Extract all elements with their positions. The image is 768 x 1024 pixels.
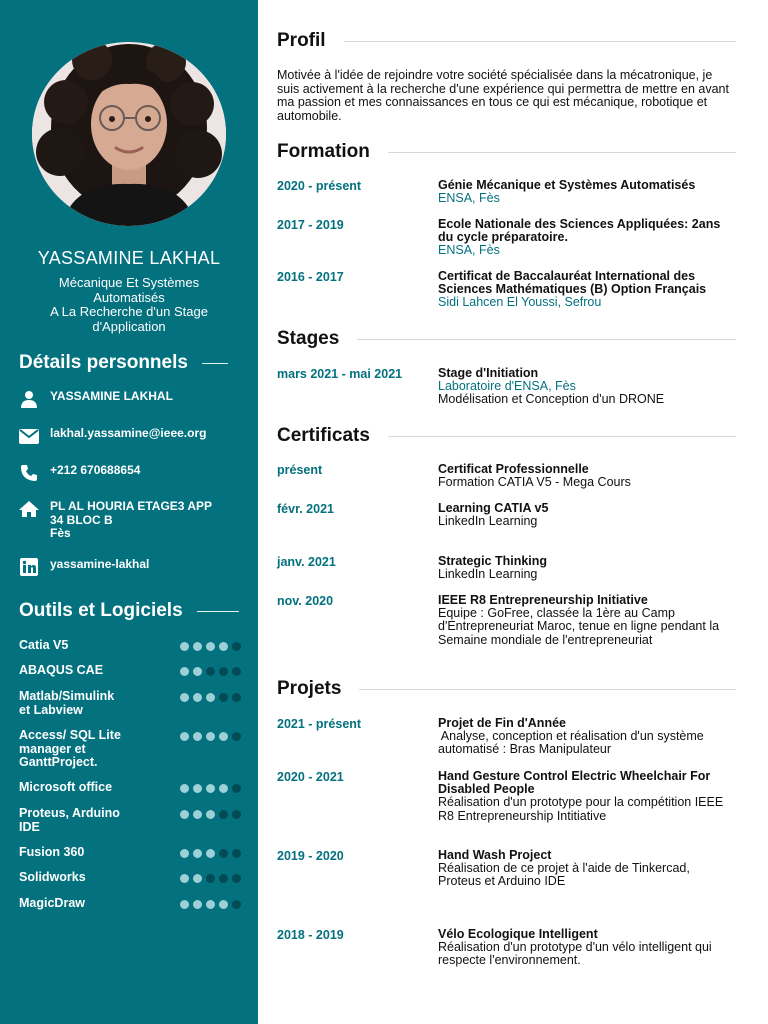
skill-dot-filled [180, 874, 189, 883]
entry-description: LinkedIn Learning [438, 567, 538, 582]
entry-description: Réalisation d'un prototype d'un vélo intelligent qui [438, 940, 712, 955]
skill-dot-empty [219, 667, 228, 676]
skill-dot-filled [206, 784, 215, 793]
detail-line: +212 670688654 [50, 463, 141, 477]
detail-line: 34 BLOC B [50, 512, 113, 527]
skill-row [19, 729, 241, 770]
skill-name-line: Access/ SQL Lite [19, 728, 121, 742]
entry-date: 2019 - 2020 [277, 849, 344, 863]
entry-subtitle: Laboratoire d'ENSA, Fès [438, 379, 576, 394]
skill-dot-empty [232, 642, 241, 651]
skill-dot-empty [232, 874, 241, 883]
formation-heading-text: Formation [277, 141, 370, 162]
entry-date: 2021 - présent [277, 717, 362, 731]
sidebar-name: YASSAMINE LAKHAL [37, 248, 221, 268]
skill-row [19, 846, 241, 860]
skill-dot-empty [206, 874, 215, 883]
entry-description: LinkedIn Learning [438, 514, 538, 529]
skill-dot-filled [180, 810, 189, 819]
entry-title: Hand Wash Project [438, 848, 552, 862]
sidebar [0, 0, 258, 1024]
detail-text[interactable] [50, 427, 206, 441]
profile-photo [32, 42, 226, 226]
user-icon [18, 390, 40, 408]
detail-linkedin [18, 558, 248, 576]
entry-description: Analyse, conception et réalisation d'un système [438, 729, 704, 744]
entry-title: Projet de Fin d'Année [438, 716, 566, 730]
stages-heading [277, 328, 736, 350]
skill-dot-filled [180, 732, 189, 741]
skill-name-line: Fusion 360 [19, 845, 85, 859]
entry-date: mars 2021 - mai 2021 [277, 367, 403, 381]
entry-body [438, 770, 736, 823]
skill-name-line: GanttProject. [19, 755, 98, 769]
skill-name-line: Matlab/Simulink [19, 689, 115, 703]
entry-description: d'Entrepreneuriat Maroc, tenue en ligne pendant la [438, 619, 720, 634]
skill-dot-filled [180, 849, 189, 858]
tagline-line: A La Recherche d'un Stage [50, 304, 208, 319]
skill-dot-empty [232, 810, 241, 819]
skill-row [19, 807, 241, 834]
skill-row [19, 639, 241, 653]
entry-body [438, 502, 736, 528]
entry-description: respecte l'environnement. [438, 953, 581, 968]
skill-dot-filled [206, 900, 215, 909]
skill-dot-filled [193, 667, 202, 676]
profil-text: Motivée à l'idée de rejoindre votre société spécialisée dans la mécatronique, je suis activement à la recherche d'une expérience qui permettra de mettre en avant ma passion et mes connaissances en tous ce qui est mécanique, robotique et automobile. [277, 68, 729, 123]
skill-name [19, 846, 149, 860]
skill-name [19, 690, 149, 717]
projets-heading-text: Projets [277, 678, 342, 699]
email-icon [18, 427, 40, 445]
skill-dot-filled [206, 732, 215, 741]
entry-body [438, 594, 736, 647]
entry-date: 2017 - 2019 [277, 218, 344, 232]
skill-dot-empty [219, 849, 228, 858]
detail-line: PL AL HOURIA ETAGE3 APP [50, 499, 213, 513]
entry-subtitle: ENSA, Fès [438, 243, 500, 258]
certificats-heading-text: Certificats [277, 425, 370, 446]
entry-title: Learning CATIA v5 [438, 501, 549, 515]
skill-name [19, 729, 149, 770]
skill-level [180, 693, 241, 702]
entry-body [438, 555, 736, 581]
skill-row [19, 690, 241, 717]
detail-name [18, 390, 248, 408]
detail-line: Fès [50, 526, 71, 540]
skill-dot-filled [219, 900, 228, 909]
detail-phone [18, 464, 248, 482]
heading-rule [357, 339, 736, 340]
skill-name-line: et Labview [19, 702, 83, 717]
skill-dot-filled [193, 784, 202, 793]
detail-text[interactable] [50, 558, 149, 572]
entry-date: 2016 - 2017 [277, 270, 344, 284]
entry-date: présent [277, 463, 323, 477]
profil-heading-text: Profil [277, 30, 326, 51]
entry-body [438, 463, 736, 489]
entry-title: du cycle préparatoire. [438, 230, 568, 245]
skill-dot-empty [219, 810, 228, 819]
entry-body [438, 179, 736, 205]
linkedin-icon [18, 558, 40, 576]
skill-name-line: Proteus, Arduino [19, 806, 120, 820]
skill-level [180, 900, 241, 909]
skill-name [19, 871, 149, 885]
entry-description: Réalisation de ce projet à l'aide de Tinkercad, [438, 861, 690, 876]
skill-level [180, 732, 241, 741]
skill-dot-empty [232, 732, 241, 741]
detail-line[interactable]: lakhal.yassamine@ieee.org [50, 426, 207, 440]
skill-dot-filled [219, 642, 228, 651]
skill-row [19, 897, 241, 911]
skill-name-line: IDE [19, 819, 40, 834]
profil-heading [277, 30, 736, 52]
portrait-image [32, 42, 226, 226]
entry-description: Formation CATIA V5 - Mega Cours [438, 475, 631, 490]
skill-name-line: Microsoft office [19, 780, 113, 794]
skill-level [180, 784, 241, 793]
skill-dot-filled [219, 732, 228, 741]
skill-dot-filled [180, 900, 189, 909]
entry-date: nov. 2020 [277, 594, 334, 608]
entry-title: IEEE R8 Entrepreneurship Initiative [438, 593, 648, 607]
skill-dot-filled [206, 849, 215, 858]
tools-heading [19, 600, 239, 622]
entry-subtitle: ENSA, Fès [438, 191, 500, 206]
skill-name [19, 807, 149, 834]
formation-heading [277, 141, 736, 163]
skill-dot-empty [232, 784, 241, 793]
skill-dot-filled [193, 732, 202, 741]
skill-dot-filled [193, 874, 202, 883]
entry-body [438, 367, 736, 407]
entry-body [438, 218, 736, 258]
skill-row [19, 781, 241, 795]
heading-rule [202, 363, 228, 364]
detail-text [50, 390, 173, 404]
skill-dot-empty [232, 900, 241, 909]
entry-body [438, 928, 736, 968]
heading-rule [388, 436, 736, 437]
heading-rule [388, 152, 736, 153]
skill-dot-filled [193, 810, 202, 819]
entry-date: févr. 2021 [277, 502, 334, 516]
entry-title: Vélo Ecologique Intelligent [438, 927, 598, 941]
detail-line[interactable]: yassamine-lakhal [50, 557, 150, 571]
entry-date: 2018 - 2019 [277, 928, 344, 942]
skill-dot-filled [180, 784, 189, 793]
skill-name-line: MagicDraw [19, 896, 85, 910]
skill-dot-filled [206, 693, 215, 702]
skill-dot-filled [180, 642, 189, 651]
skill-dot-empty [206, 667, 215, 676]
skill-name-line: manager et [19, 741, 86, 756]
skill-name-line: ABAQUS CAE [19, 663, 104, 677]
entry-subtitle: Sidi Lahcen El Youssi, Sefrou [438, 295, 602, 310]
tagline-line: Mécanique Et Systèmes [58, 275, 200, 290]
entry-description: Equipe : GoFree, classée la 1ère au Camp [438, 606, 675, 621]
sidebar-tagline [20, 276, 238, 334]
skill-name-line: Solidworks [19, 870, 86, 884]
phone-icon [18, 464, 40, 482]
skill-level [180, 849, 241, 858]
certificats-heading [277, 425, 736, 447]
heading-rule [359, 689, 736, 690]
skill-dot-empty [232, 693, 241, 702]
tagline-line: d'Application [92, 318, 166, 334]
projets-heading [277, 678, 736, 700]
entry-title: Génie Mécanique et Systèmes Automatisés [438, 178, 696, 192]
skill-row [19, 871, 241, 885]
entry-description: Semaine mondiale de l'entrepreneuriat [438, 632, 653, 647]
entry-description: Réalisation d'un prototype pour la compétition IEEE [438, 795, 724, 810]
entry-title: Certificat Professionnelle [438, 462, 589, 476]
skill-dot-filled [206, 642, 215, 651]
entry-body [438, 849, 736, 889]
skill-level [180, 642, 241, 651]
skill-name [19, 639, 149, 653]
skill-level [180, 810, 241, 819]
entry-description: R8 Entrepreneurship Intitiative [438, 808, 607, 823]
detail-email [18, 427, 248, 445]
skill-level [180, 667, 241, 676]
entry-date: 2020 - présent [277, 179, 362, 193]
skill-dot-filled [206, 810, 215, 819]
entry-title: Stage d'Initiation [438, 366, 539, 380]
stages-heading-text: Stages [277, 328, 340, 349]
detail-text [50, 500, 212, 541]
entry-title: Hand Gesture Control Electric Wheelchair For [438, 769, 711, 783]
tagline-line: Automatisés [93, 289, 165, 305]
skill-dot-filled [193, 642, 202, 651]
skill-dot-empty [219, 874, 228, 883]
skill-dot-empty [219, 693, 228, 702]
detail-line: YASSAMINE LAKHAL [50, 389, 173, 403]
entry-title: Disabled People [438, 782, 535, 797]
skill-row [19, 664, 241, 678]
entry-body [438, 717, 736, 757]
entry-title: Sciences Mathématiques (B) Option Français [438, 282, 707, 297]
skill-level [180, 874, 241, 883]
details-heading-text: Détails personnels [19, 352, 188, 373]
detail-address [18, 500, 248, 541]
heading-rule [197, 611, 239, 612]
skill-name [19, 664, 149, 678]
entry-description: Modélisation et Conception d'un DRONE [438, 392, 665, 407]
heading-rule [344, 41, 736, 42]
detail-text [50, 464, 140, 478]
skill-name [19, 897, 149, 911]
details-heading [19, 352, 239, 374]
skill-dot-filled [193, 693, 202, 702]
skill-dot-empty [232, 667, 241, 676]
entry-description: automatisé : Bras Manipulateur [438, 742, 612, 757]
skill-name-line: Catia V5 [19, 638, 69, 652]
skill-dot-filled [193, 900, 202, 909]
tools-heading-text: Outils et Logiciels [19, 600, 183, 621]
skill-dot-empty [232, 849, 241, 858]
skill-dot-filled [180, 693, 189, 702]
skill-dot-filled [219, 784, 228, 793]
entry-date: janv. 2021 [277, 555, 336, 569]
entry-date: 2020 - 2021 [277, 770, 344, 784]
entry-body [438, 270, 736, 310]
entry-description: Proteus et Arduino IDE [438, 874, 566, 889]
entry-title: Ecole Nationale des Sciences Appliquées: 2ans [438, 217, 721, 231]
entry-title: Strategic Thinking [438, 554, 548, 568]
home-icon [18, 500, 40, 518]
skill-name [19, 781, 149, 795]
skill-dot-filled [180, 667, 189, 676]
skill-dot-filled [193, 849, 202, 858]
entry-title: Certificat de Baccalauréat International des [438, 269, 696, 283]
